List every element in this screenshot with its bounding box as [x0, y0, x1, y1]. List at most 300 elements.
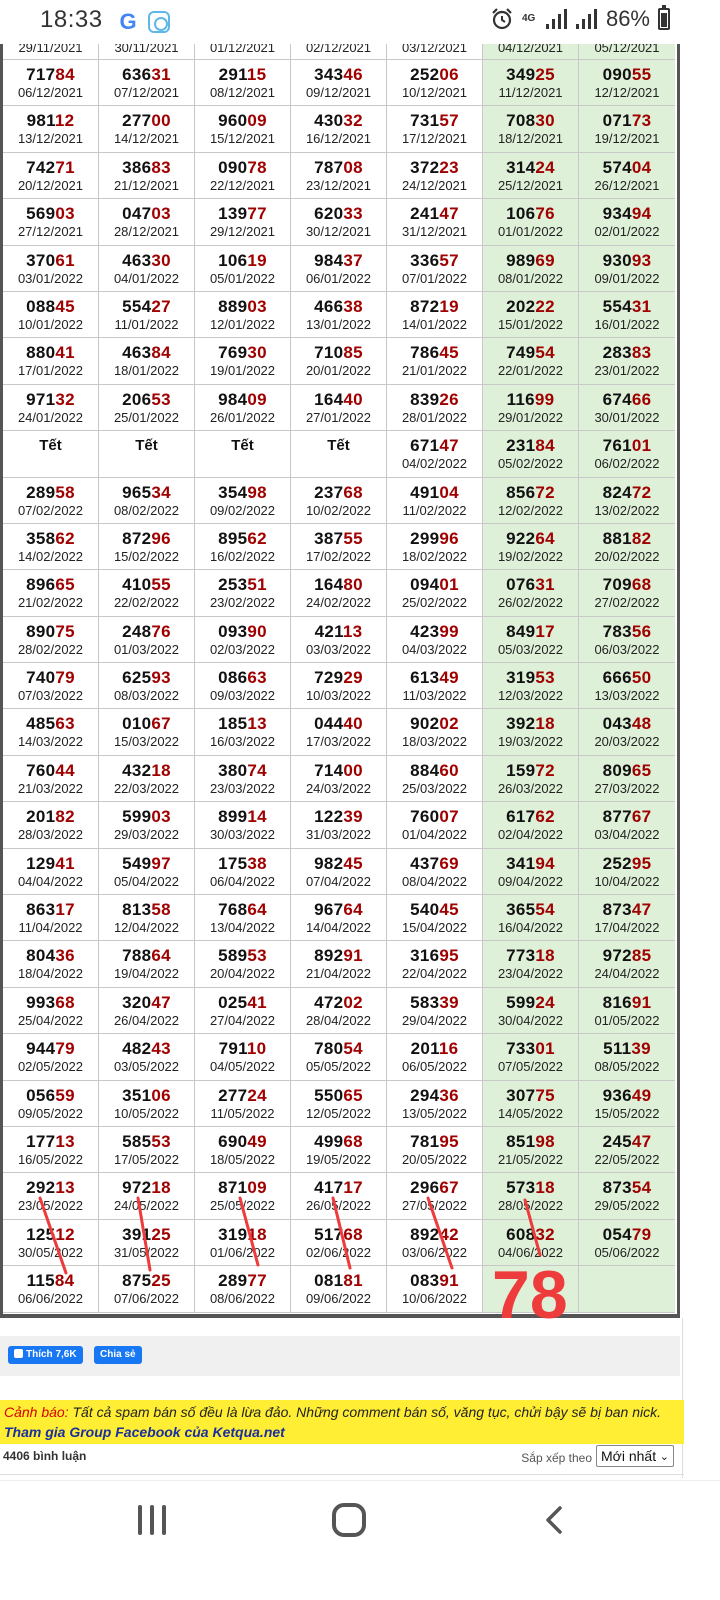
result-prefix: 871 [218, 1178, 248, 1198]
result-cell [99, 292, 195, 338]
result-last-two: 39 [343, 807, 363, 827]
result-last-two: 57 [439, 111, 459, 131]
result-last-two: 23 [439, 157, 459, 177]
result-last-two: 24 [535, 157, 555, 177]
result-last-two: 80 [343, 575, 363, 595]
result-prefix: 965 [122, 482, 152, 502]
google-icon: G [119, 9, 137, 34]
result-last-two: 67 [631, 807, 652, 827]
result-last-two: 25 [151, 1224, 171, 1244]
result-date: 08/04/2022 [401, 873, 468, 889]
social-bar [0, 1336, 680, 1376]
table-row [3, 1220, 677, 1266]
result-prefix: 583 [410, 992, 440, 1012]
result-number [579, 622, 675, 642]
result-last-two: 49 [631, 1085, 652, 1105]
result-prefix: 709 [602, 575, 632, 595]
result-date: 04/12/2021 [497, 44, 564, 55]
result-prefix: 971 [26, 389, 56, 409]
result-last-two: 15 [246, 65, 267, 84]
result-number [387, 343, 482, 363]
result-cell [3, 1173, 99, 1219]
result-cell [483, 1034, 579, 1080]
result-number [579, 946, 675, 966]
table-row [3, 153, 677, 199]
result-last-two: 17 [343, 1178, 363, 1198]
result-prefix: 341 [506, 853, 536, 873]
result-number [3, 1039, 98, 1059]
result-cell [291, 663, 387, 709]
holiday-label: Tết [135, 437, 158, 455]
result-number [579, 390, 675, 410]
result-last-two: 16 [438, 1039, 459, 1059]
result-last-two: 13 [247, 714, 267, 734]
result-cell [387, 478, 483, 524]
result-last-two: 32 [535, 1224, 555, 1244]
result-last-two: 53 [535, 668, 555, 688]
status-bar [0, 0, 720, 44]
result-number [483, 297, 578, 317]
result-number [195, 900, 290, 920]
battery-icon [658, 8, 670, 30]
result-cell [387, 663, 483, 709]
result-last-two: 64 [247, 900, 267, 920]
result-number [291, 900, 386, 920]
result-last-two: 01 [535, 1039, 555, 1059]
result-date: 28/03/2022 [17, 827, 84, 843]
facebook-group-link[interactable]: Tham gia Group Facebook của Ketqua.net [4, 1424, 285, 1440]
result-number [579, 111, 675, 131]
result-cell [579, 44, 675, 60]
result-prefix: 277 [218, 1085, 248, 1105]
result-last-two: 34 [151, 482, 171, 502]
result-prefix: 241 [410, 204, 440, 224]
result-last-two: 38 [247, 853, 267, 873]
result-prefix: 410 [122, 575, 152, 595]
result-cell [195, 292, 291, 338]
result-number [387, 900, 482, 920]
result-number [387, 1225, 482, 1245]
result-date: 09/03/2022 [209, 688, 276, 704]
result-prefix: 717 [26, 65, 56, 84]
result-last-two: 84 [535, 436, 555, 456]
result-number [195, 622, 290, 642]
result-number [99, 529, 194, 549]
result-cell [99, 1081, 195, 1127]
result-last-two: 94 [631, 204, 652, 224]
result-date: 03/05/2022 [113, 1059, 180, 1075]
result-date: 07/04/2022 [305, 873, 372, 889]
result-date: 26/03/2022 [497, 780, 564, 796]
table-row [3, 524, 677, 570]
result-date: 08/02/2022 [113, 502, 180, 518]
result-date: 14/02/2022 [17, 548, 84, 564]
result-prefix: 875 [122, 1271, 152, 1291]
result-last-two: 91 [439, 1271, 459, 1291]
result-prefix: 054 [602, 1224, 632, 1244]
result-date: 14/05/2022 [497, 1105, 564, 1121]
result-cell [579, 524, 675, 570]
result-prefix: 880 [26, 343, 56, 363]
result-number [387, 297, 482, 317]
result-date: 26/01/2022 [209, 409, 276, 425]
result-cell [483, 1173, 579, 1219]
result-cell [3, 988, 99, 1034]
result-cell [195, 895, 291, 941]
result-date: 13/05/2022 [401, 1105, 468, 1121]
result-cell [483, 478, 579, 524]
result-date: 22/04/2022 [401, 966, 468, 982]
sort-value: Mới nhất [601, 1448, 657, 1464]
result-prefix: 307 [506, 1085, 536, 1105]
result-last-two: 78 [247, 157, 267, 177]
result-date: 14/12/2021 [113, 131, 180, 147]
result-prefix: 106 [506, 204, 536, 224]
result-date: 06/04/2022 [209, 873, 276, 889]
result-date: 24/04/2022 [594, 966, 660, 982]
result-date: 09/04/2022 [497, 873, 564, 889]
home-button[interactable] [332, 1503, 366, 1537]
result-prefix: 090 [602, 65, 632, 84]
result-cell [99, 431, 195, 477]
result-cell [483, 1220, 579, 1266]
result-number [3, 204, 98, 224]
result-cell [483, 849, 579, 895]
result-prefix: 081 [314, 1271, 344, 1291]
table-row [3, 1127, 677, 1173]
result-date: 13/02/2022 [594, 502, 660, 518]
result-prefix: 248 [122, 621, 152, 641]
result-last-two: 98 [535, 1131, 555, 1151]
warning-text: Tất cả spam bán số đều là lừa đảo. Những comment bán số, văng tục, chửi bậy sẽ bị ban nick. [68, 1404, 661, 1420]
result-date: 04/06/2022 [497, 1244, 564, 1260]
result-last-two: 18 [535, 1178, 555, 1198]
result-date: 16/03/2022 [209, 734, 276, 750]
result-cell [387, 106, 483, 152]
result-cell [579, 1127, 675, 1173]
result-prefix: 708 [506, 111, 536, 131]
result-cell [291, 1173, 387, 1219]
result-number [99, 1225, 194, 1245]
result-cell [387, 849, 483, 895]
result-last-two: 79 [55, 1039, 75, 1059]
result-last-two: 19 [247, 250, 267, 270]
result-cell [3, 338, 99, 384]
result-date: 10/12/2021 [401, 85, 468, 100]
result-date: 06/05/2022 [401, 1059, 468, 1075]
result-cell [3, 1081, 99, 1127]
result-cell [579, 338, 675, 384]
result-date: 05/04/2022 [113, 873, 180, 889]
result-number [195, 1178, 290, 1198]
result-date: 10/06/2022 [401, 1291, 468, 1307]
result-date: 16/05/2022 [17, 1151, 84, 1167]
result-prefix: 291 [218, 65, 247, 84]
result-last-two: 60 [439, 760, 459, 780]
result-prefix: 463 [122, 343, 152, 363]
result-prefix: 873 [602, 900, 632, 920]
result-last-two: 76 [535, 204, 555, 224]
result-number [291, 1039, 386, 1059]
result-number [99, 297, 194, 317]
result-cell [99, 524, 195, 570]
result-number [579, 65, 675, 85]
result-date: 17/03/2022 [305, 734, 372, 750]
result-last-two: 18 [535, 946, 555, 966]
result-cell [483, 709, 579, 755]
result-date: 23/03/2022 [209, 780, 276, 796]
result-number [3, 529, 98, 549]
result-date: 31/05/2022 [113, 1244, 180, 1260]
result-cell [579, 570, 675, 616]
result-number [291, 714, 386, 734]
result-cell [99, 1127, 195, 1173]
result-number [3, 946, 98, 966]
result-cell [3, 849, 99, 895]
table-row [3, 431, 677, 477]
result-number [195, 390, 290, 410]
result-number [579, 1039, 675, 1059]
result-cell [3, 431, 99, 477]
result-date: 24/12/2021 [401, 177, 468, 193]
result-number [291, 622, 386, 642]
result-number [291, 854, 386, 874]
result-date: 16/12/2021 [305, 131, 372, 147]
facebook-share-button[interactable]: Chia sẻ [94, 1346, 142, 1364]
result-number [483, 1086, 578, 1106]
result-date: 02/12/2021 [305, 44, 372, 55]
result-cell [387, 895, 483, 941]
result-last-two: 47 [631, 900, 652, 920]
result-cell [579, 756, 675, 802]
result-date: 24/03/2022 [305, 780, 372, 796]
result-last-two: 53 [247, 946, 267, 966]
result-cell [195, 1266, 291, 1312]
result-prefix: 554 [602, 296, 632, 316]
result-cell [387, 431, 483, 477]
sort-select[interactable] [596, 1445, 674, 1467]
result-cell [195, 153, 291, 199]
result-cell [99, 988, 195, 1034]
result-number [99, 158, 194, 178]
result-number [579, 436, 675, 456]
result-prefix: 417 [314, 1178, 344, 1198]
result-prefix: 585 [122, 1131, 152, 1151]
result-date: 15/04/2022 [401, 920, 468, 936]
result-last-two: 62 [247, 528, 267, 548]
result-cell [195, 617, 291, 663]
result-prefix: 076 [506, 575, 536, 595]
result-date: 22/02/2022 [113, 595, 180, 611]
result-cell [99, 338, 195, 384]
result-number [195, 714, 290, 734]
result-prefix: 573 [506, 1178, 536, 1198]
result-cell [483, 106, 579, 152]
result-date: 04/01/2022 [113, 270, 180, 286]
result-number [99, 807, 194, 827]
status-time: 18:33 [40, 6, 103, 33]
result-number [483, 1178, 578, 1198]
result-cell [579, 431, 675, 477]
result-last-two: 26 [439, 389, 459, 409]
result-cell [195, 663, 291, 709]
result-number [387, 622, 482, 642]
result-last-two: 25 [535, 65, 555, 84]
result-last-two: 68 [343, 1131, 363, 1151]
result-cell [3, 385, 99, 431]
result-date: 27/04/2022 [209, 1012, 276, 1028]
result-date: 01/05/2022 [594, 1012, 660, 1028]
recent-apps-button[interactable] [136, 1505, 168, 1535]
result-date: 18/05/2022 [209, 1151, 276, 1167]
result-cell [483, 246, 579, 292]
result-last-two: 84 [151, 343, 171, 363]
result-prefix: 392 [506, 714, 536, 734]
result-number [99, 343, 194, 363]
result-date: 02/04/2022 [497, 827, 564, 843]
result-cell [3, 617, 99, 663]
result-date: 01/04/2022 [401, 827, 468, 843]
table-row [3, 478, 677, 524]
result-cell [3, 802, 99, 848]
result-date: 13/12/2021 [17, 131, 84, 147]
result-last-two: 13 [55, 1178, 75, 1198]
result-number [579, 529, 675, 549]
result-last-two: 12 [55, 1224, 75, 1244]
result-date: 10/04/2022 [594, 873, 660, 889]
result-prefix: 299 [410, 528, 440, 548]
result-prefix: 093 [218, 621, 248, 641]
result-number [291, 668, 386, 688]
result-last-two: 83 [631, 343, 652, 363]
result-date: 24/05/2022 [113, 1198, 180, 1214]
result-date: 07/02/2022 [17, 502, 84, 518]
result-prefix: 710 [314, 343, 344, 363]
result-last-two: 65 [343, 1085, 363, 1105]
result-cell [387, 756, 483, 802]
result-date: 01/01/2022 [497, 224, 564, 240]
facebook-like-button[interactable] [8, 1346, 83, 1364]
result-number [387, 65, 482, 85]
result-prefix: 482 [122, 1039, 152, 1059]
table-row [3, 1266, 677, 1312]
result-cell [3, 756, 99, 802]
result-date: 09/12/2021 [305, 85, 372, 100]
result-prefix: 517 [314, 1224, 344, 1244]
table-row [3, 1034, 677, 1080]
result-number [291, 529, 386, 549]
thumbs-up-icon [14, 1349, 23, 1358]
result-last-two: 55 [631, 65, 652, 84]
result-number [3, 993, 98, 1013]
result-date: 12/02/2022 [497, 502, 564, 518]
result-prefix: 047 [122, 204, 152, 224]
result-number [579, 1132, 675, 1152]
result-cell [483, 385, 579, 431]
result-last-two: 95 [439, 946, 459, 966]
result-number [195, 575, 290, 595]
result-date: 29/03/2022 [113, 827, 180, 843]
result-number [195, 483, 290, 503]
app-icon [148, 11, 170, 33]
result-prefix: 733 [506, 1039, 536, 1059]
result-number [579, 900, 675, 920]
result-date: 30/11/2021 [114, 44, 179, 55]
result-date: 09/05/2022 [17, 1105, 84, 1121]
result-prefix: 895 [218, 528, 248, 548]
result-number [291, 483, 386, 503]
table-row [3, 385, 677, 431]
result-prefix: 690 [218, 1131, 248, 1151]
result-number [387, 1178, 482, 1198]
result-date: 04/05/2022 [209, 1059, 276, 1075]
result-date: 17/04/2022 [594, 920, 660, 936]
back-button[interactable] [540, 1505, 570, 1535]
result-cell [3, 1266, 99, 1312]
result-last-two: 41 [247, 992, 267, 1012]
result-prefix: 164 [314, 575, 344, 595]
result-cell [291, 524, 387, 570]
result-cell [3, 570, 99, 616]
result-prefix: 889 [218, 296, 248, 316]
result-prefix: 760 [26, 760, 56, 780]
result-prefix: 760 [410, 807, 440, 827]
result-number [483, 946, 578, 966]
result-number [291, 575, 386, 595]
table-row [3, 1081, 677, 1127]
result-date: 22/05/2022 [594, 1151, 660, 1167]
result-prefix: 982 [314, 853, 344, 873]
result-date: 06/12/2021 [17, 85, 84, 100]
result-date: 30/05/2022 [17, 1244, 84, 1260]
result-number [579, 761, 675, 781]
result-date: 07/12/2021 [113, 85, 180, 100]
result-date: 18/04/2022 [17, 966, 84, 982]
result-cell [483, 895, 579, 941]
result-number [3, 1178, 98, 1198]
result-last-two: 63 [55, 714, 75, 734]
result-cell [387, 1081, 483, 1127]
result-number [483, 251, 578, 271]
result-date: 06/01/2022 [305, 270, 372, 286]
result-last-two: 64 [535, 528, 555, 548]
result-date: 06/06/2022 [17, 1291, 84, 1307]
result-prefix: 319 [218, 1224, 248, 1244]
result-cell [579, 1173, 675, 1219]
result-date: 12/05/2022 [305, 1105, 372, 1121]
result-last-two: 91 [631, 992, 652, 1012]
result-prefix: 320 [122, 992, 152, 1012]
result-date: 10/03/2022 [305, 688, 372, 704]
holiday-label: Tết [39, 437, 62, 455]
result-last-two: 62 [535, 807, 555, 827]
result-number [99, 111, 194, 131]
result-last-two: 02 [439, 714, 459, 734]
result-cell [195, 1173, 291, 1219]
result-date: 30/03/2022 [209, 827, 276, 843]
result-last-two: 42 [439, 1224, 459, 1244]
result-number [483, 993, 578, 1013]
result-cell [291, 1127, 387, 1173]
result-prefix: 206 [122, 389, 152, 409]
result-number [579, 204, 675, 224]
result-date: 07/01/2022 [401, 270, 468, 286]
result-number [3, 297, 98, 317]
result-cell [3, 199, 99, 245]
result-prefix: 899 [218, 807, 248, 827]
result-cell [579, 246, 675, 292]
result-prefix: 421 [314, 621, 343, 641]
